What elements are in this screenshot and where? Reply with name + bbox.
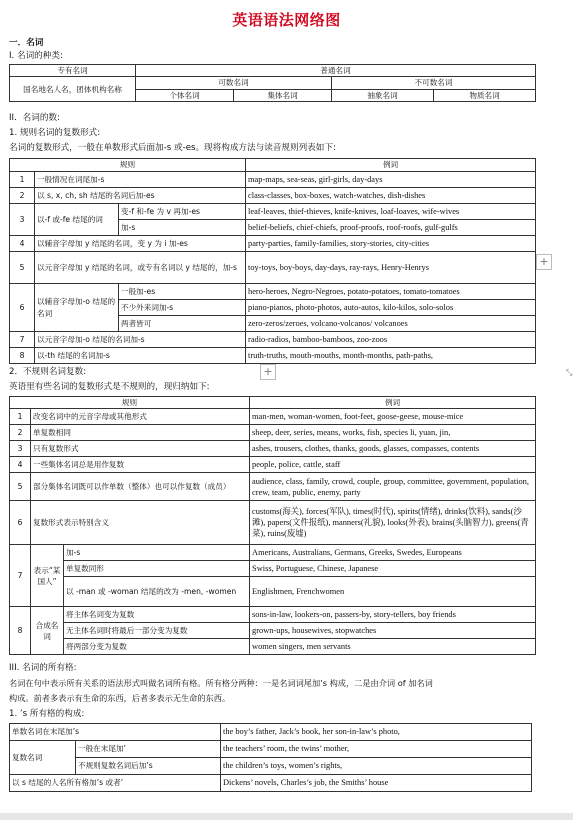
table-row: 两者皆可 zero-zeros/zeroes, volcano-volcanos/ volcanoes — [10, 316, 536, 332]
subheading-noun-types: I. 名词的种类: — [9, 51, 63, 61]
paragraph-possessive-line1: 名词在句中表示所有关系的语法形式叫做名词所有格。所有格分两种：一是名词词尾加’s 构成，二是由介词 of 加名词 — [9, 678, 433, 688]
table-row: 2 单复数相同 sheep, deer, series, means, works, fish, species li, yuan, jin, — [10, 425, 536, 441]
bottom-scroll-area — [0, 813, 573, 820]
subheading-possessive-formation: 1. ’s 所有格的构成: — [9, 709, 85, 719]
paragraph-regular-plural: 名词的复数形式，一般在单数形式后面加-s 或-es。现将构成方法与读音规则列表如下: — [9, 143, 336, 153]
table-resize-icon[interactable]: ⤡ — [566, 368, 573, 377]
table-row: 5 以元音字母加 y 结尾的名词，或专有名词以 y 结尾的，加-s toy-toys, boy-boys, day-days, ray-rays, Henry-Henrys — [10, 252, 536, 284]
table-row: 1 改变名词中的元音字母或其他形式 man-men, woman-women, foot-feet, goose-geese, mouse-mice — [10, 409, 536, 425]
table-row: 5 部分集体名词既可以作单数（整体）也可以作复数（成员） audience, class, family, crowd, couple, group, committee, government, population, crew, team, public, enemy, party — [10, 473, 536, 501]
table-row: 3 只有复数形式 ashes, trousers, clothes, thanks, goods, glasses, compasses, contents — [10, 441, 536, 457]
cell-collective: 集体名词 — [234, 90, 332, 102]
table-row: 4 以辅音字母加 y 结尾的名词，变 y 为 i 加-es party-parties, family-families, story-stories, city-cities — [10, 236, 536, 252]
paragraph-possessive-line2: 构成。前者多表示有生命的东西，后者多表示无生命的东西。 — [9, 693, 231, 703]
table-row: 以 -man 或 -woman 结尾的改为 -men, -women Englishmen, Frenchwomen — [10, 577, 536, 607]
table-row: 8 合成名词 将主体名词变为复数 sons-in-law, lookers-on, passers-by, story-tellers, boy friends — [10, 607, 536, 623]
table-row: 将两部分变为复数 women singers, men servants — [10, 639, 536, 655]
table-row: 3 以-f 或-fe 结尾的词 变-f 和-fe 为 v 再加-es leaf-leaves, thief-thieves, knife-knives, loaf-loaves, wife-wives — [10, 204, 536, 220]
table-row: 单复数同形 Swiss, Portuguese, Chinese, Japanese — [10, 561, 536, 577]
cell-uncountable: 不可数名词 — [332, 77, 536, 90]
paragraph-irregular-plural: 英语里有些名词的复数形式是不规则的，现归纳如下: — [9, 382, 210, 392]
subheading-irregular-plural: 2．不规则名词复数: — [9, 367, 87, 377]
section-heading-nouns: 一．名词 — [9, 38, 44, 48]
table-row: 以 s 结尾的人名所有格加’s 或者’ Dickens’ novels, Charles’s job, the Smiths’ house — [10, 775, 532, 792]
table-row: 不规则复数名词后加’s the children’s toys, women’s rights, — [10, 758, 532, 775]
cell-common: 普通名词 — [136, 65, 536, 77]
irregular-plural-table — [9, 396, 536, 655]
table-row: 不少外来词加-s piano-pianos, photo-photos, auto-autos, kilo-kilos, solo-solos — [10, 300, 536, 316]
cell-abstract: 抽象名词 — [332, 90, 434, 102]
add-row-icon[interactable]: + — [260, 364, 276, 380]
cell-material: 物质名词 — [434, 90, 536, 102]
subheading-noun-number: II．名词的数: — [9, 113, 60, 123]
add-column-icon[interactable]: + — [536, 254, 552, 270]
table-row: 无主体名词时将最后一部分变为复数 grown-ups, housewives, stopwatches — [10, 623, 536, 639]
header-rule: 规则 — [10, 397, 250, 409]
cell-countable: 可数名词 — [136, 77, 332, 90]
table-row: 1 一般情况在词尾加-s map-maps, sea-seas, girl-girls, day-days — [10, 172, 536, 188]
cell-individual: 个体名词 — [136, 90, 234, 102]
page-title: 英语语法网络图 — [232, 11, 341, 29]
table-row: 7 表示“某国人” 加-s Americans, Australians, Germans, Greeks, Swedes, Europeans — [10, 545, 536, 561]
cell-proper-desc: 国名地名人名，团体机构名称 — [10, 77, 136, 102]
table-row: 复数名词 一般在末尾加’ the teachers’ room, the twins’ mother, — [10, 741, 532, 758]
table-row: 4 一些集体名词总是用作复数 people, police, cattle, staff — [10, 457, 536, 473]
table-row: 2 以 s, x, ch, sh 结尾的名词后加-es class-classes, box-boxes, watch-watches, dish-dishes — [10, 188, 536, 204]
header-example: 例词 — [250, 397, 536, 409]
table-row: 8 以-th 结尾的名词加-s truth-truths, mouth-mouths, month-months, path-paths, — [10, 348, 536, 364]
regular-plural-table — [9, 158, 536, 364]
subheading-regular-plural: 1. 规则名词的复数形式: — [9, 128, 101, 138]
table-row: 7 以元音字母加-o 结尾的名词加-s radio-radios, bamboo-bamboos, zoo-zoos — [10, 332, 536, 348]
header-example: 例词 — [246, 159, 536, 172]
cell-proper: 专有名词 — [10, 65, 136, 77]
possessive-table — [9, 723, 532, 792]
table-row: 单数名词在末尾加’s the boy’s father, Jack’s book, her son-in-law’s photo, — [10, 724, 532, 741]
table-row: 6 以辅音字母加-o 结尾的名词 一般加-es hero-heroes, Negro-Negroes, potato-potatoes, tomato-tomatoes — [10, 284, 536, 300]
subheading-possessive: III. 名词的所有格: — [9, 663, 77, 673]
header-rule: 规则 — [10, 159, 246, 172]
table-row: 6 复数形式表示特别含义 customs(海关), forces(军队), times(时代), spirits(情绪), drinks(饮料), sands(沙滩), papers(文件报纸), manners(礼貌), looks(外表), brains(头脑智力), greens(青菜), ruins(废墟) — [10, 501, 536, 545]
noun-types-table — [9, 64, 536, 102]
table-row: 加-s belief-beliefs, chief-chiefs, proof-proofs, roof-roofs, gulf-gulfs — [10, 220, 536, 236]
